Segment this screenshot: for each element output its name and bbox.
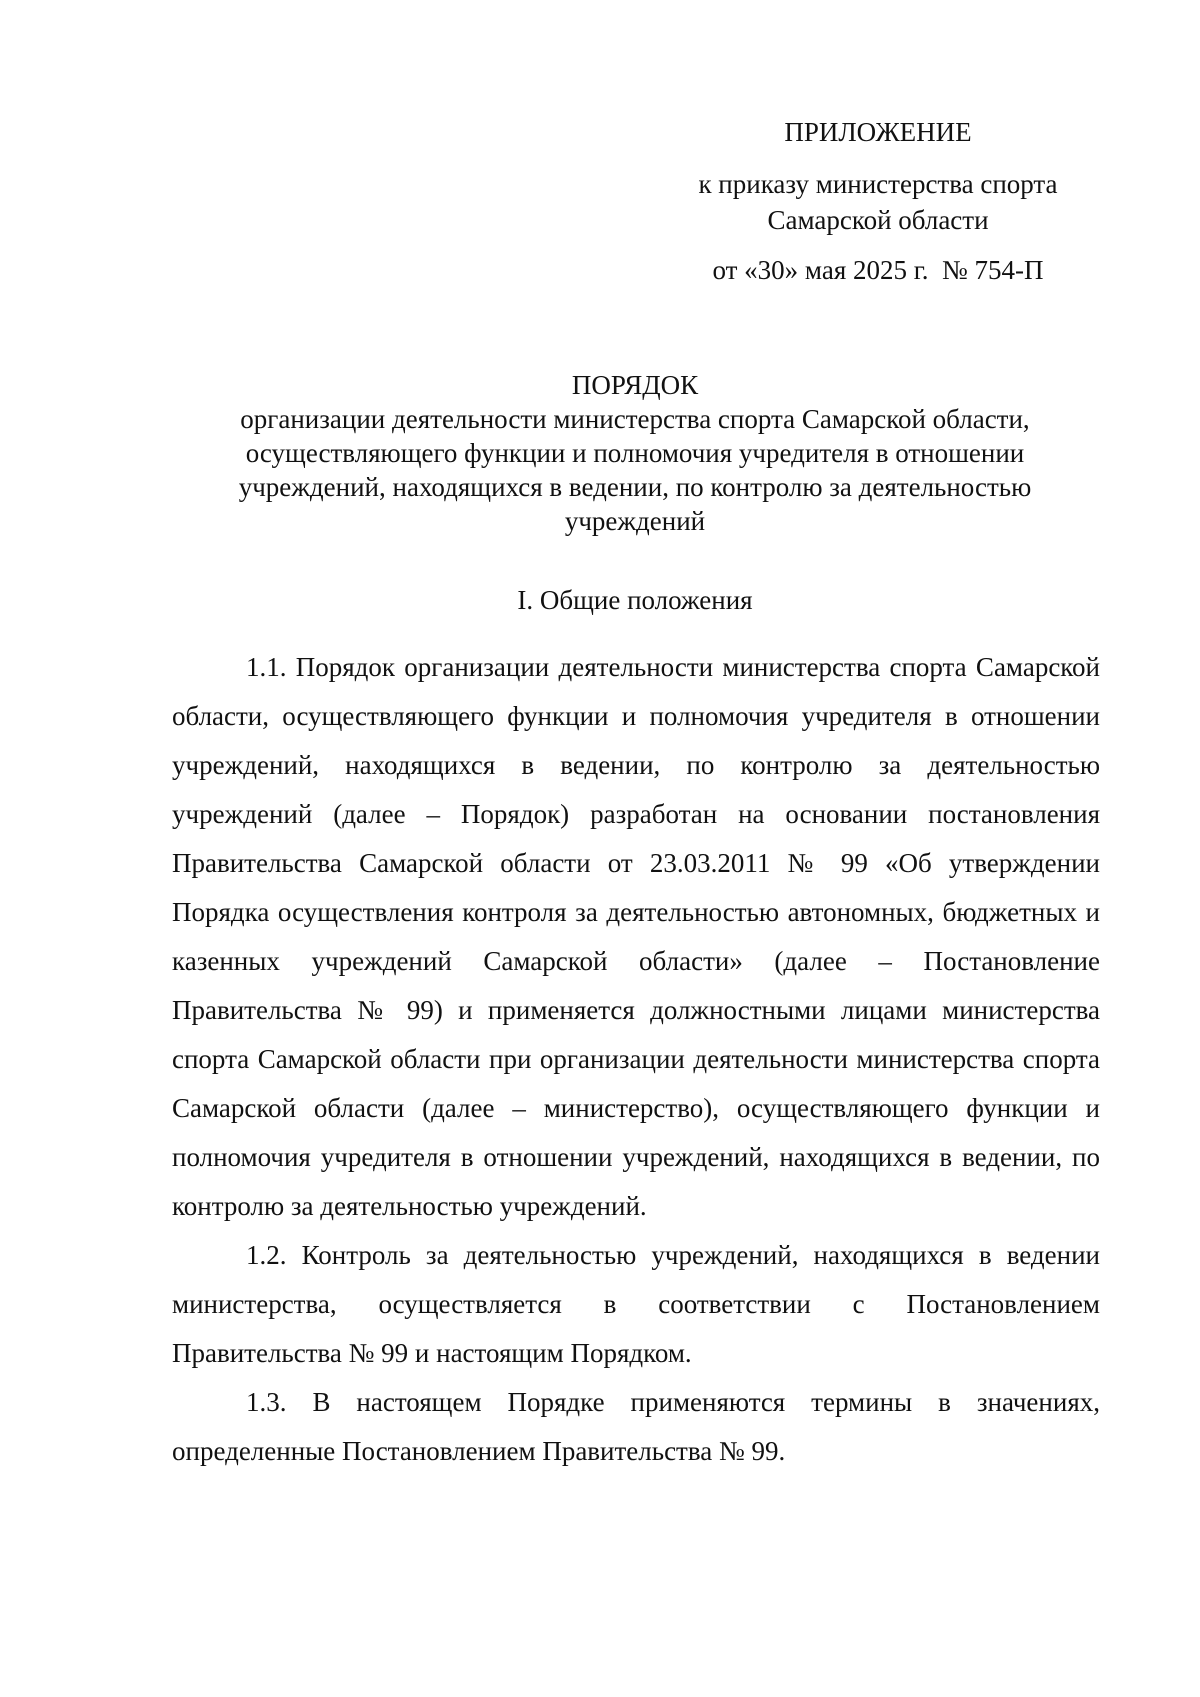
document-title: ПОРЯДОК bbox=[571, 370, 699, 400]
document-heading bbox=[170, 368, 1100, 538]
document-subtitle-line-3: учреждений, находящихся в ведении, по контролю за деятельностью bbox=[238, 472, 1032, 502]
appendix-date-text: от «30» мая 2025 г. № 754-П bbox=[712, 255, 1044, 285]
paragraph-1-1: 1.1. Порядок организации деятельности министерства спорта Самарской области, осуществляющего функции и полномочия учредителя в отношении учреждений, находящихся в ведении, по контролю за деятельностью учреждений (далее – Порядок) разработан на основании постановления Правительства Самарской области от 23.03.2011 № 99 «Об утверждении Порядка осуществления контроля за деятельностью автономных, бюджетных и казенных учреждений Самарской области» (далее – Постановление Правительства № 99) и применяется должностными лицами министерства спорта Самарской области при организации деятельности министерства спорта Самарской области (далее – министерство), осуществляющего функции и полномочия учредителя в отношении учреждений, находящихся в ведении, по контролю за деятельностью учреждений. bbox=[172, 652, 1100, 1221]
appendix-title bbox=[668, 114, 1088, 150]
document-subtitle-line-1: организации деятельности министерства спорта Самарской области, bbox=[240, 404, 1030, 434]
appendix-title-text: ПРИЛОЖЕНИЕ bbox=[784, 117, 972, 147]
document-subtitle-line-2: осуществляющего функции и полномочия учредителя в отношении bbox=[245, 438, 1025, 468]
appendix-ref-line-1: к приказу министерства спорта bbox=[698, 169, 1058, 199]
appendix-ref-line-2: Самарской области bbox=[767, 205, 989, 235]
appendix-reference bbox=[668, 166, 1088, 238]
appendix-date bbox=[668, 252, 1088, 288]
paragraph-1-3: 1.3. В настоящем Порядке применяются термины в значениях, определенные Постановлением Правительства № 99. bbox=[172, 1387, 1100, 1466]
paragraph-1-2: 1.2. Контроль за деятельностью учреждений, находящихся в ведении министерства, осуществляется в соответствии с Постановлением Правительства № 99 и настоящим Порядком. bbox=[172, 1240, 1100, 1368]
document-subtitle-line-4: учреждений bbox=[564, 506, 706, 536]
document-body bbox=[172, 643, 1100, 1476]
section-heading: I. Общие положения bbox=[517, 585, 753, 615]
